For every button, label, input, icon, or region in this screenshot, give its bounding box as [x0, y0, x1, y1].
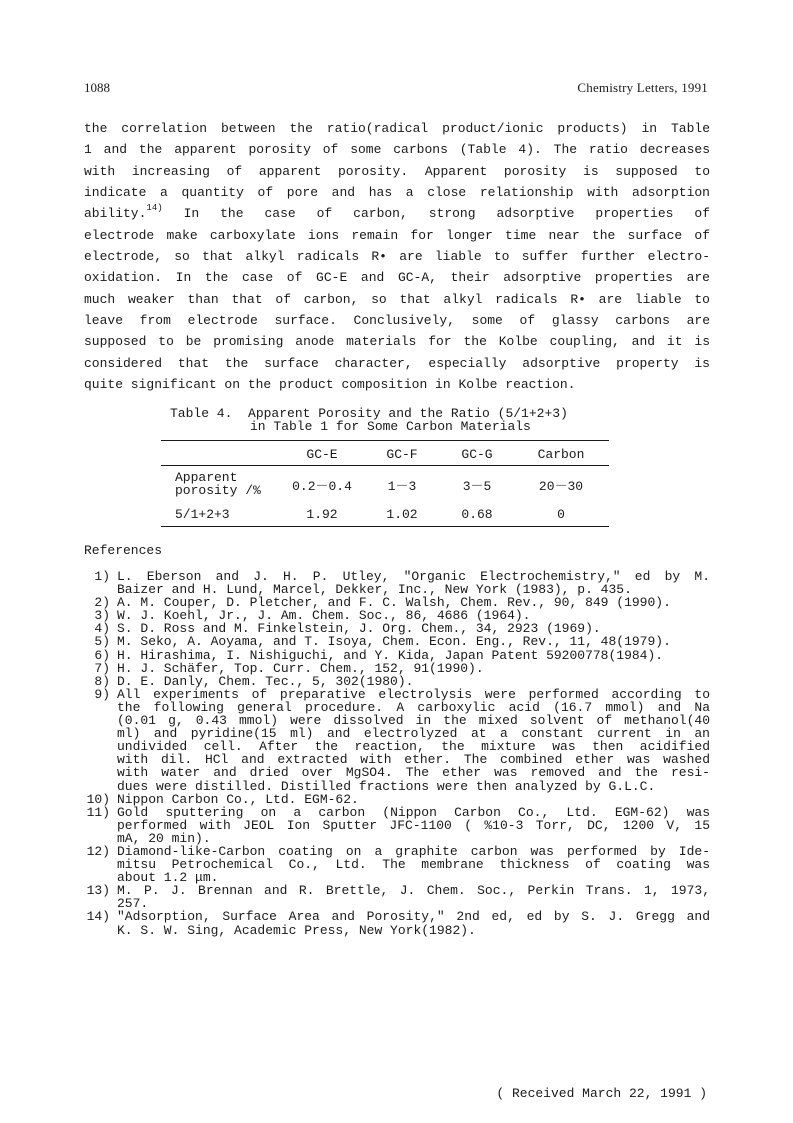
reference-number: 10) [86, 791, 110, 807]
table-cell: 0 [557, 506, 565, 522]
reference-number: 1) [94, 569, 110, 584]
reference-line: (0.01 g, 0.43 mmol) were dissolved in the mixed solvent of methanol(40 [117, 713, 710, 729]
table-caption [170, 407, 568, 433]
body-line: the correlation between the ratio(radical product/ionic products) in Table [84, 121, 710, 136]
reference-line: Baizer and H. Lund, Marcel, Dekker, Inc., New York (1983), p. 435. [117, 582, 632, 598]
table-row [161, 466, 609, 502]
reference-number: 14) [86, 909, 110, 925]
table-caption-line: Table 4. Apparent Porosity and the Ratio (5/1+2+3) [170, 406, 568, 421]
table-header-row [161, 442, 609, 466]
table-header-empty [161, 442, 281, 466]
table-caption-line: in Table 1 for Some Carbon Materials [250, 419, 531, 434]
reference-line: Gold sputtering on a carbon (Nippon Carbon Co., Ltd. EGM-62) was [117, 804, 710, 820]
reference-item [84, 793, 710, 806]
reference-line: M. P. J. Brennan and R. Brettle, J. Chem. Soc., Perkin Trans. 1, 1973, [117, 883, 710, 899]
body-line: ability.$^{14)}$ In the case of carbon, strong adsorptive properties of [84, 203, 710, 222]
reference-number: 2) [94, 595, 110, 611]
reference-item [84, 635, 710, 648]
row-label-line: porosity /% [175, 483, 261, 498]
reference-line: about 1.2 μm. [117, 870, 219, 886]
reference-item [84, 675, 710, 688]
table-header-cell: GC-F [386, 446, 418, 462]
reference-line: H. J. Schäfer, Top. Curr. Chem., 152, 91(1990). [117, 660, 484, 676]
reference-line: A. M. Couper, D. Pletcher, and F. C. Walsh, Chem. Rev., 90, 849 (1990). [117, 595, 671, 611]
table-cell: 3－5 [462, 478, 492, 494]
reference-line: Diamond-like-Carbon coating on a graphite carbon was performed by Ide- [117, 843, 710, 859]
reference-number: 6) [94, 647, 110, 663]
reference-item [84, 884, 710, 910]
reference-number: 8) [94, 673, 110, 689]
row-label [161, 466, 281, 502]
row-label-line: Apparent [175, 470, 238, 485]
reference-item [84, 649, 710, 662]
references-heading: References [84, 543, 163, 558]
table-row [161, 502, 609, 526]
reference-item [84, 845, 710, 884]
row-label: 5/1+2+3 [175, 506, 230, 522]
citation-superscript: 14) [146, 203, 163, 214]
reference-item [84, 688, 710, 793]
reference-line: with water and dried over MgSO4. The ether was removed and the resi- [117, 765, 710, 781]
body-line: quite significant on the product composition in Kolbe reaction. [84, 377, 576, 393]
reference-item [84, 662, 710, 675]
received-date: ( Received March 22, 1991 ) [496, 1086, 707, 1101]
table-header-cell: GC-G [461, 446, 493, 462]
body-line: indicate a quantity of pore and has a close relationship with adsorption [84, 185, 710, 201]
table-cell: 0.2－0.4 [292, 478, 352, 494]
table-cell: 1.92 [306, 506, 338, 522]
reference-line: with dil. HCl and extracted with ether. The combined ether was washed [117, 752, 710, 768]
reference-number: 11) [86, 804, 110, 820]
body-line: considered that the surface character, especially adsorptive property is [84, 355, 710, 371]
reference-line: K. S. W. Sing, Academic Press, New York(1982). [117, 922, 476, 938]
body-line: electrode make carboxylate ions remain for longer time near the surface of [84, 227, 710, 243]
reference-line: Nippon Carbon Co., Ltd. EGM-62. [117, 791, 359, 807]
reference-line: W. J. Koehl, Jr., J. Am. Chem. Soc., 86, 4686 (1964). [117, 608, 531, 624]
reference-number: 13) [86, 883, 110, 899]
body-line: oxidation. In the case of GC-E and GC-A, their adsorptive properties are [84, 270, 710, 286]
reference-line: performed with JEOL Ion Sputter JFC-1100 ( %10-3 Torr, DC, 1200 V, 15 [117, 817, 710, 833]
reference-line: 257. [117, 896, 149, 912]
reference-number: 12) [86, 843, 110, 859]
table-cell: 1－3 [387, 478, 417, 494]
page-number: 1088 [84, 80, 110, 95]
reference-line: dues were distilled. Distilled fractions were then analyzed by G.L.C. [117, 778, 656, 794]
journal-title: Chemistry Letters, 1991 [577, 80, 708, 95]
reference-number: 3) [94, 608, 110, 624]
body-line: much weaker than that of carbon, so that alkyl radicals R• are liable to [84, 291, 710, 307]
reference-item [84, 910, 710, 936]
body-line: 1 and the apparent porosity of some carbons (Table 4). The ratio decreases [84, 142, 710, 158]
reference-line: mitsu Petrochemical Co., Ltd. The membrane thickness of coating was [117, 857, 710, 873]
data-table [161, 442, 609, 526]
reference-number: 7) [94, 660, 110, 676]
table-bottom-rule [161, 526, 609, 527]
reference-number: 4) [94, 621, 110, 637]
reference-line: undivided cell. After the reaction, the mixture was then acidified [117, 739, 710, 755]
reference-item [84, 806, 710, 845]
references-list [84, 570, 710, 937]
reference-item [84, 570, 710, 596]
reference-number: 9) [94, 686, 110, 702]
body-line: leave from electrode surface. Conclusively, some of glassy carbons are [84, 313, 710, 329]
body-line: electrode, so that alkyl radicals R• are liable to suffer further electro- [84, 249, 710, 265]
body-line: with increasing of apparent porosity. Apparent porosity is supposed to [84, 163, 710, 179]
reference-line: ml) and pyridine(15 ml) and electrolyzed at a constant current in an [117, 726, 710, 742]
reference-line: "Adsorption, Surface Area and Porosity," 2nd ed, ed by S. J. Gregg and [117, 909, 710, 925]
table-header-cell: GC-E [306, 446, 338, 462]
reference-line: H. Hirashima, I. Nishiguchi, and Y. Kida, Japan Patent 59200778(1984). [117, 647, 664, 663]
body-line: supposed to be promising anode materials for the Kolbe coupling, and it is [84, 334, 710, 350]
body-paragraph [84, 118, 710, 395]
reference-line: the following general procedure. A carboxylic acid (16.7 mmol) and Na [117, 699, 710, 715]
table-cell: 20－30 [538, 478, 584, 494]
reference-line: D. E. Danly, Chem. Tec., 5, 302(1980). [117, 673, 414, 689]
reference-line: L. Eberson and J. H. P. Utley, "Organic Electrochemistry," ed by M. [117, 569, 710, 584]
table-cell: 1.02 [386, 506, 418, 522]
reference-line: All experiments of preparative electrolysis were performed according to [117, 686, 710, 702]
table-cell: 0.68 [461, 506, 493, 522]
table-header-cell: Carbon [537, 446, 585, 462]
reference-line: M. Seko, A. Aoyama, and T. Isoya, Chem. Econ. Eng., Rev., 11, 48(1979). [117, 634, 671, 650]
table-top-rule [161, 440, 609, 441]
reference-line: S. D. Ross and M. Finkelstein, J. Org. Chem., 34, 2923 (1969). [117, 621, 601, 637]
reference-line: mA, 20 min). [117, 830, 211, 846]
reference-number: 5) [94, 634, 110, 650]
